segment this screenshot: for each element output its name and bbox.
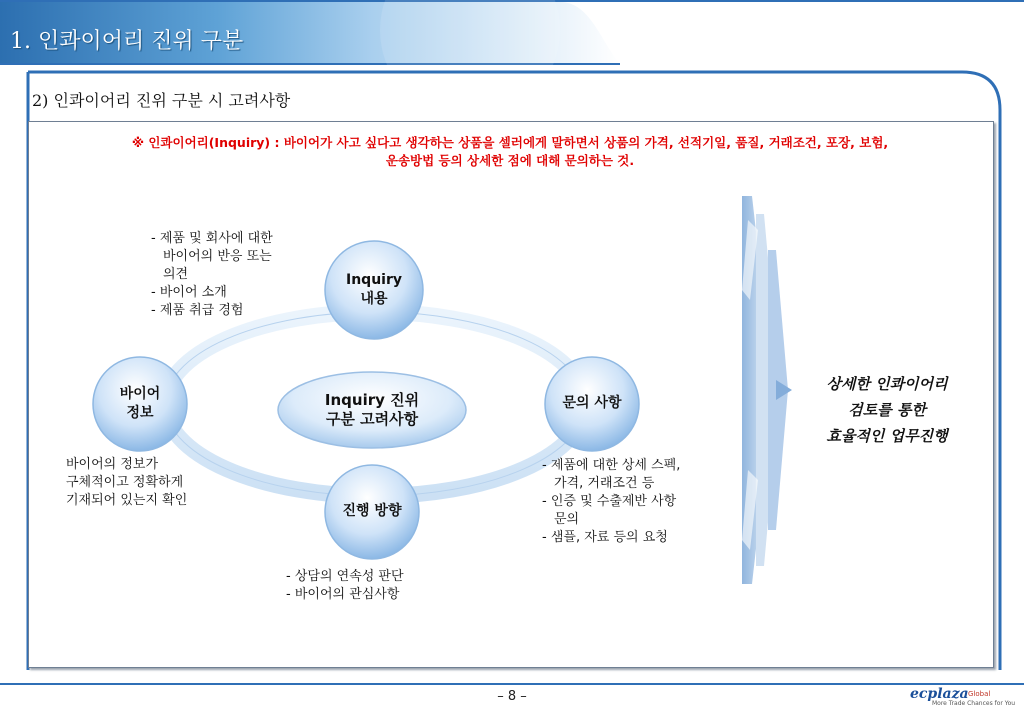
node-label-line: 내용 [360, 291, 388, 307]
note-line: 문의 [554, 512, 580, 527]
note-line: - 샘플, 자료 등의 요청 [542, 530, 668, 545]
conclusion-line: 검토를 통한 [848, 401, 926, 419]
node-label-line: 바이어 [119, 386, 161, 402]
center-label [278, 391, 466, 429]
footer-divider [0, 683, 1024, 685]
note-line: 가격, 거래조건 등 [554, 476, 655, 491]
center-label-line: 구분 고려사항 [325, 410, 419, 428]
node-label-line: Inquiry [346, 272, 402, 288]
node-inquiry-content-label [325, 271, 423, 309]
page-number: – 8 – [497, 689, 527, 704]
note-line: - 인증 및 수출제반 사항 [542, 494, 677, 509]
logo-wordmark: ecplaza [910, 686, 969, 702]
node-label-line: 진행 방향 [342, 503, 402, 519]
center-label-line: Inquiry 진위 [324, 391, 420, 409]
node-inquiry-matters-label [545, 394, 639, 413]
note-line: 기재되어 있는지 확인 [66, 493, 188, 508]
node-buyer-info-label [93, 385, 187, 423]
node-label-line: 문의 사항 [562, 395, 622, 411]
note-line: - 제품 및 회사에 대한 [151, 231, 273, 246]
note-line: - 바이어 소개 [151, 285, 227, 300]
note-line: - 제품 취급 경험 [151, 303, 244, 318]
logo-tagline: More Trade Chances for You [932, 700, 1016, 707]
note-inquiry-content [151, 230, 273, 320]
note-inquiry-matters [542, 457, 680, 547]
note-line: 의견 [163, 267, 189, 282]
note-line: 구체적이고 정확하게 [66, 475, 184, 490]
decorative-arrow-strips [742, 196, 792, 584]
page-title: 1. 인콰이어리 진위 구분 [10, 29, 244, 54]
definition-line-2: 운송방법 등의 상세한 점에 대해 문의하는 것. [385, 153, 635, 168]
node-label-line: 정보 [126, 405, 154, 421]
note-buyer-info [66, 456, 187, 510]
note-line: - 상담의 연속성 판단 [286, 569, 404, 584]
note-line: - 제품에 대한 상세 스펙, [542, 458, 681, 473]
note-line: - 바이어의 관심사항 [286, 587, 400, 602]
note-line: 바이어의 정보가 [66, 457, 159, 472]
node-progress-direction-label [325, 502, 419, 521]
logo-global-text: Global [968, 690, 991, 698]
section-subtitle: 2) 인콰이어리 진위 구분 시 고려사항 [32, 91, 291, 110]
conclusion-line: 상세한 인콰이어리 [826, 375, 948, 393]
conclusion-line: 효율적인 업무진행 [826, 427, 948, 445]
conclusion-text [792, 371, 982, 449]
ecplaza-logo [910, 686, 1020, 708]
note-progress-direction [286, 568, 404, 604]
note-line: 바이어의 반응 또는 [163, 249, 272, 264]
definition-line-1: ※ 인콰이어리(Inquiry) : 바이어가 사고 싶다고 생각하는 상품을 셀러에게 말하면서 상품의 가격, 선적기일, 품질, 거래조건, 포장, 보험, [131, 135, 889, 150]
